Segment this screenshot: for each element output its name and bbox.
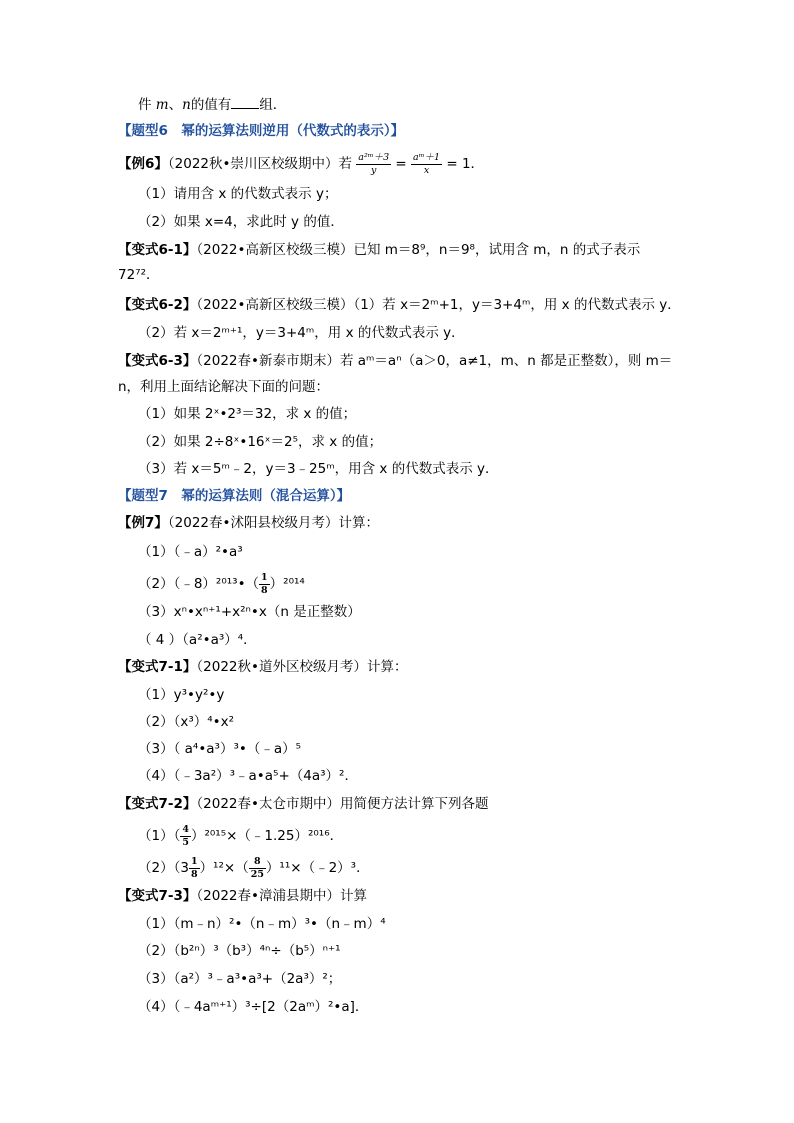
- variant-7-1-q3: （3）（ a⁴•a³）³•（﹣a）⁵: [138, 741, 302, 757]
- variant-7-3-q4: （4）（﹣4aᵐ⁺¹）³÷[2（2aᵐ）²•a]．: [138, 999, 369, 1015]
- variant-7-1-q1: （1）y³•y²•y: [138, 687, 225, 703]
- variant-7-2-q2: （2）（3 $\frac{1}{8}$ ）¹²×（ $\frac{8}{25}$ ）¹¹×（﹣2）³．: [138, 856, 370, 880]
- variant-7-2: 【变式7-2】（2022春•太仓市期中）用简便方法计算下列各题: [118, 796, 489, 812]
- variant-6-3-cont: n，利用上面结论解决下面的问题：: [118, 379, 330, 395]
- example-7-q4: （ 4 ）（a²•a³）⁴．: [138, 632, 257, 648]
- fraction-one-eighth: $\frac{1}{8}$: [261, 572, 268, 596]
- variant-6-3-q2: （2）如果 2÷8ˣ•16ˣ＝2⁵，求 x 的值；: [138, 434, 383, 450]
- fraction-eight-25ths: $\frac{8}{25}$: [250, 856, 264, 880]
- example-7-q1: （1）（﹣a）²•a³: [138, 544, 243, 560]
- fraction-one-eighth-mixed: $\frac{1}{8}$: [190, 856, 198, 880]
- variant-7-3-q2: （2）（b²ⁿ）³（b³）⁴ⁿ÷（b⁵）ⁿ⁺¹: [138, 943, 341, 959]
- example-7-stem: 【例7】（2022春•沭阳县校级月考）计算：: [118, 515, 379, 531]
- fraction-four-fifths: $\frac{4}{5}$: [182, 824, 189, 848]
- variant-7-1: 【变式7-1】（2022秋•道外区校级月考）计算：: [118, 659, 408, 675]
- variant-6-1: 【变式6-1】（2022•高新区校级三模）已知 m＝8⁹，n＝9⁸，试用含 m，n 的式子表示: [118, 242, 641, 258]
- example-6-stem: 【例6】（2022秋•崇川区校级期中）若 $\frac{\text{a²ᵐ＋3}}{y}$ = $\frac{\text{aᵐ＋1}}{x}$ = 1．: [118, 152, 485, 176]
- variant-6-2: 【变式6-2】（2022•高新区校级三模）（1）若 x＝2ᵐ+1，y＝3+4ᵐ，用 x 的代数式表示 y．: [118, 297, 681, 313]
- variant-6-3-q3: （3）若 x＝5ᵐ﹣2，y＝3﹣25ᵐ，用含 x 的代数式表示 y．: [138, 461, 499, 477]
- variant-7-3: 【变式7-3】（2022春•漳浦县期中）计算: [118, 888, 367, 904]
- example-7-q3: （3）xⁿ•xⁿ⁺¹+x²ⁿ•x（n 是正整数）: [138, 604, 361, 620]
- variant-6-3-q1: （1）如果 2ˣ•2³＝32，求 x 的值；: [138, 406, 357, 422]
- example-6-q2: （2）如果 x=4，求此时 y 的值．: [138, 214, 344, 230]
- variant-7-1-q4: （4）（﹣3a²）³﹣a•a⁵+（4a³）²．: [138, 768, 358, 784]
- example-7-q2: （2）（﹣8）²⁰¹³•（ $\frac{1}{8}$ ）²⁰¹⁴: [138, 572, 305, 596]
- variant-6-3: 【变式6-3】（2022春•新泰市期末）若 aᵐ＝aⁿ（a＞0，a≠1，m、n 都是正整数），则 m＝: [118, 353, 673, 369]
- variant-6-1-tail: 72⁷²．: [118, 267, 160, 283]
- variant-6-2-q2: （2）若 x＝2ᵐ⁺¹，y＝3+4ᵐ，用 x 的代数式表示 y．: [138, 325, 465, 341]
- variant-7-1-q2: （2）（x³）⁴•x²: [138, 714, 235, 730]
- section-heading-6: 【题型6 幂的运算法则逆用（代数式的表示）】: [118, 123, 405, 139]
- variant-7-3-q1: （1）（m﹣n）²•（n﹣m）³•（n﹣m）⁴: [138, 916, 386, 932]
- fraction-1: $\frac{\text{a²ᵐ＋3}}{y}$: [358, 152, 390, 176]
- variant-7-2-q1: （1）（ $\frac{4}{5}$ ）²⁰¹⁵×（﹣1.25）²⁰¹⁶．: [138, 824, 344, 848]
- answer-blank[interactable]: [231, 96, 259, 109]
- continuation-line: 件 m、n的值有 组．: [138, 97, 287, 113]
- fraction-2: $\frac{\text{aᵐ＋1}}{x}$: [413, 152, 441, 176]
- example-6-q1: （1）请用含 x 的代数式表示 y；: [138, 186, 338, 202]
- variant-7-3-q3: （3）（a²）³﹣a³•a³+（2a³）²；: [138, 971, 342, 987]
- section-heading-7: 【题型7 幂的运算法则（混合运算）】: [118, 488, 351, 504]
